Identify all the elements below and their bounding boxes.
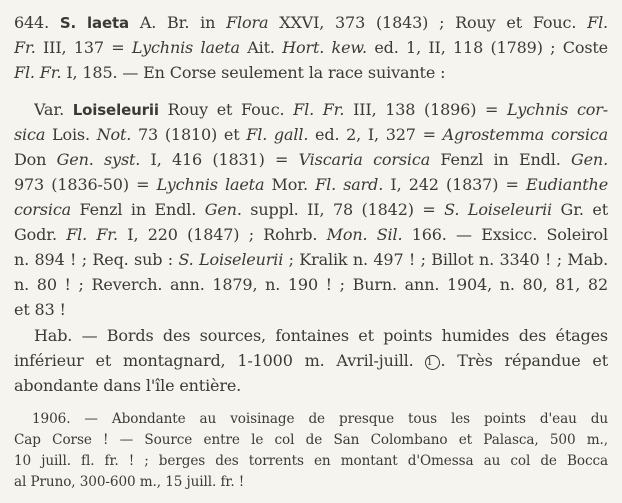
citation-title: Gen.: [204, 200, 242, 219]
locality-line: [14, 451, 608, 471]
text-run: 973 (1836-50) =: [14, 175, 157, 194]
text-run: ; Kralik n. 497 ! ; Billot n. 3340 ! ; Mab.: [283, 250, 608, 269]
text-run: n. 80 ! ; Reverch. ann. 1879, n. 190 ! ; Burn. ann. 1904, n. 80, 81, 82: [14, 275, 608, 294]
species-name: S. laeta: [59, 14, 130, 32]
citation-title: Fl. Fr.: [14, 63, 62, 82]
text-run: I, 220 (1847) ; Rohrb.: [117, 225, 327, 244]
text-run: Ait.: [239, 38, 283, 57]
text-run: I, 416 (1831) =: [140, 150, 299, 169]
citation-title: Not.: [96, 125, 132, 144]
entry-line: [14, 63, 608, 83]
citation-title: Fl. Fr.: [66, 225, 118, 244]
variety-name: Loiseleurii: [72, 101, 159, 119]
synonym-name: S. Loiseleurii: [444, 200, 553, 219]
variety-line: [14, 225, 608, 245]
citation-title: Fl. Fr.: [293, 100, 345, 119]
synonym-name: Viscaria corsica: [298, 150, 431, 169]
variety-line: [14, 150, 608, 170]
text-run: I, 185. — En Corse seulement la race suivante :: [61, 63, 446, 82]
text-run: III, 137 =: [35, 38, 132, 57]
locality-line: [14, 472, 608, 492]
citation-title: Fl.: [587, 13, 608, 32]
text-run: . Très répandue et: [440, 351, 608, 370]
synonym-name: Lychnis laeta: [131, 38, 240, 57]
text-run: ed. 2, I, 327 =: [308, 125, 443, 144]
text-run: III, 138 (1896) =: [344, 100, 508, 119]
text-run: suppl. II, 78 (1842) =: [241, 200, 445, 219]
synonym-name: Lychnis cor-: [507, 100, 608, 119]
citation-title: Fl. gall.: [246, 125, 309, 144]
citation-title: Fr.: [14, 38, 36, 57]
synonym-name: corsica: [14, 200, 72, 219]
synonym-name: Lychnis laeta: [156, 175, 265, 194]
text-run: Fenzl in Endl.: [71, 200, 205, 219]
text-run: Godr.: [14, 225, 67, 244]
entry-number: 644.: [14, 13, 60, 32]
text-run: Gr. et: [552, 200, 608, 219]
synonym-name: sica: [14, 125, 46, 144]
text-run: ed. 1, II, 118 (1789) ; Coste: [366, 38, 608, 57]
text-run: Fenzl in Endl.: [430, 150, 571, 169]
text-run: 166. — Exsicc. Soleirol: [402, 225, 608, 244]
habitat-line: [14, 376, 608, 396]
variety-line: [14, 200, 608, 220]
text-run: XXVI, 373 (1843) ; Rouy et Fouc.: [268, 13, 588, 32]
citation-title: Flora: [226, 13, 269, 32]
text-run: al Pruno, 300-600 m., 15 juill. fr. !: [14, 474, 245, 490]
entry-line: [14, 38, 608, 58]
citation-title: Hort. kew.: [282, 38, 367, 57]
citation-title: Gen. syst.: [56, 150, 141, 169]
text-run: Var.: [34, 100, 73, 119]
locality-line: [32, 409, 608, 429]
habitat-line: [34, 326, 608, 346]
text-run: Cap Corse ! — Source entre le col de San Colombano et Palasca, 500 m.,: [14, 432, 608, 448]
synonym-name: S. Loiseleurii: [178, 250, 284, 269]
habitat-line: [14, 351, 608, 371]
citation-title: Fl. sard.: [315, 175, 384, 194]
variety-line: [14, 125, 608, 145]
text-run: Rouy et Fouc.: [158, 100, 294, 119]
text-run: Lois.: [45, 125, 97, 144]
variety-line: [14, 275, 608, 295]
text-run: n. 894 ! ; Req. sub :: [14, 250, 179, 269]
perennial-symbol: 1: [425, 355, 440, 370]
variety-line: [14, 300, 608, 320]
text-run: 73 (1810) et: [131, 125, 247, 144]
variety-line: [14, 250, 608, 270]
text-run: 1906. — Abondante au voisinage de presque tous les points d'eau du: [32, 411, 608, 427]
text-run: abondante dans l'île entière.: [14, 376, 242, 395]
citation-title: Mon. Sil.: [326, 225, 403, 244]
text-run: et 83 !: [14, 300, 66, 319]
text-run: I, 242 (1837) =: [383, 175, 526, 194]
variety-line: [34, 100, 608, 120]
synonym-name: Agrostemma corsica: [442, 125, 608, 144]
text-run: Hab. — Bords des sources, fontaines et points humides des étages: [34, 326, 608, 345]
text-run: Mor.: [264, 175, 316, 194]
variety-line: [14, 175, 608, 195]
synonym-name: Eudianthe: [525, 175, 608, 194]
entry-line: [14, 13, 608, 33]
text-run: A. Br. in: [129, 13, 227, 32]
text-run: 10 juill. fl. fr. ! ; berges des torrents en montant d'Omessa au col de Bocca: [14, 453, 608, 469]
locality-line: [14, 430, 608, 450]
citation-title: Gen.: [570, 150, 608, 169]
text-run: inférieur et montagnard, 1-1000 m. Avril-juill.: [14, 351, 426, 370]
text-run: Don: [14, 150, 57, 169]
